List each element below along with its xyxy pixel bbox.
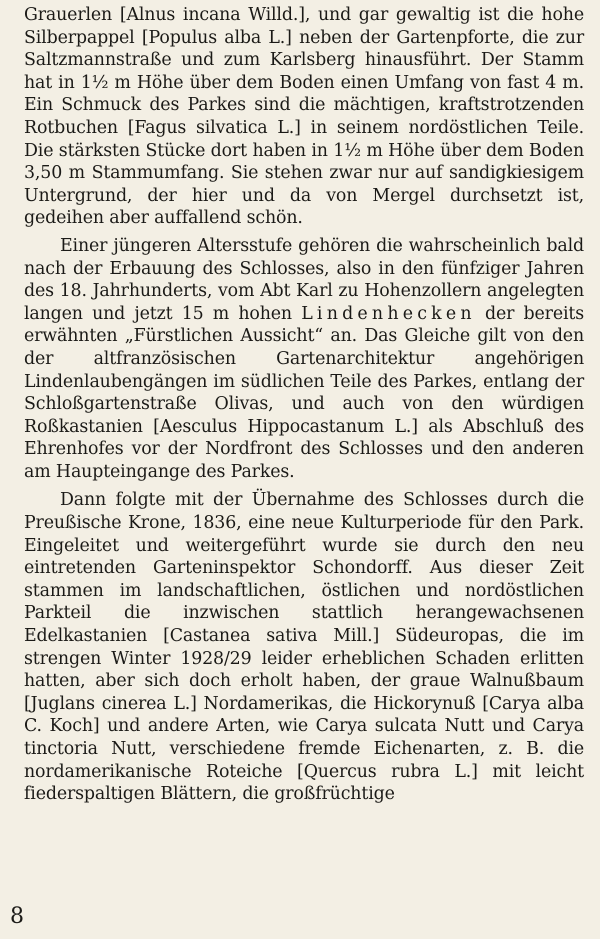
page-number: 8 — [10, 904, 24, 929]
paragraph-2-text-after: der bereits erwähnten „Fürstlichen Aussicht“ an. Das Gleiche gilt von den der altfranzösischen Gartenarchitektur angehörigen Lindenlaubengängen im südlichen Teile des Parkes, entlang der Schloßgartenstraße Olivas, und auch von den würdigen Roßkastanien [Aesculus Hippocastanum L.] als Abschluß des Ehrenhofes vor der Nordfront des Schlosses und den anderen am Haupteingange des Parkes. — [24, 303, 585, 482]
paragraph-2 — [24, 235, 584, 484]
paragraph-2-text-before: Einer jüngeren Altersstufe gehören die wahrscheinlich bald nach der Erbauung des Schlosses, also in den fünfziger Jahren des 18. Jahrhunderts, vom Abt Karl zu Hohenzollern angelegten langen und jetzt 15 m hohen — [24, 235, 584, 324]
page-body — [24, 4, 584, 806]
paragraph-1: Grauerlen [Alnus incana Willd.], und gar gewaltig ist die hohe Silberpappel [Populus alba L.] neben der Gartenpforte, die zur Saltzmannstraße und zum Karlsberg hinausführt. Der Stamm hat in 1½ m Höhe über dem Boden einen Umfang von fast 4 m. Ein Schmuck des Parkes sind die mächtigen, kraftstrotzenden Rotbuchen [Fagus silvatica L.] in seinem nordöstlichen Teile. Die stärksten Stücke dort haben in 1½ m Höhe über dem Boden 3,50 m Stammumfang. Sie stehen zwar nur auf sandigkiesigem Untergrund, der hier und da von Mergel durchsetzt ist, gedeihen aber auffallend schön. — [24, 5, 584, 229]
emphasis-lindenhecken: Lindenhecken — [301, 303, 476, 324]
paragraph-3: Dann folgte mit der Übernahme des Schlosses durch die Preußische Krone, 1836, eine neue Kulturperiode für den Park. Eingeleitet und weitergeführt wurde sie durch den neu eintretenden Garteninspektor Schondorff. Aus dieser Zeit stammen im landschaftlichen, östlichen und nordöstlichen Parkteil die inzwischen stattlich herangewachsenen Edelkastanien [Castanea sativa Mill.] Südeuropas, die im strengen Winter 1928/29 leider erheblichen Schaden erlitten hatten, aber sich doch erholt haben, der graue Walnußbaum [Juglans cinerea L.] Nordamerikas, die Hickorynuß [Carya alba C. Koch] und andere Arten, wie Carya sulcata Nutt und Carya tinctoria Nutt, verschiedene fremde Eichenarten, z. B. die nordamerikanische Roteiche [Quercus rubra L.] mit leicht fiederspaltigen Blättern, die großfrüchtige — [24, 490, 584, 805]
